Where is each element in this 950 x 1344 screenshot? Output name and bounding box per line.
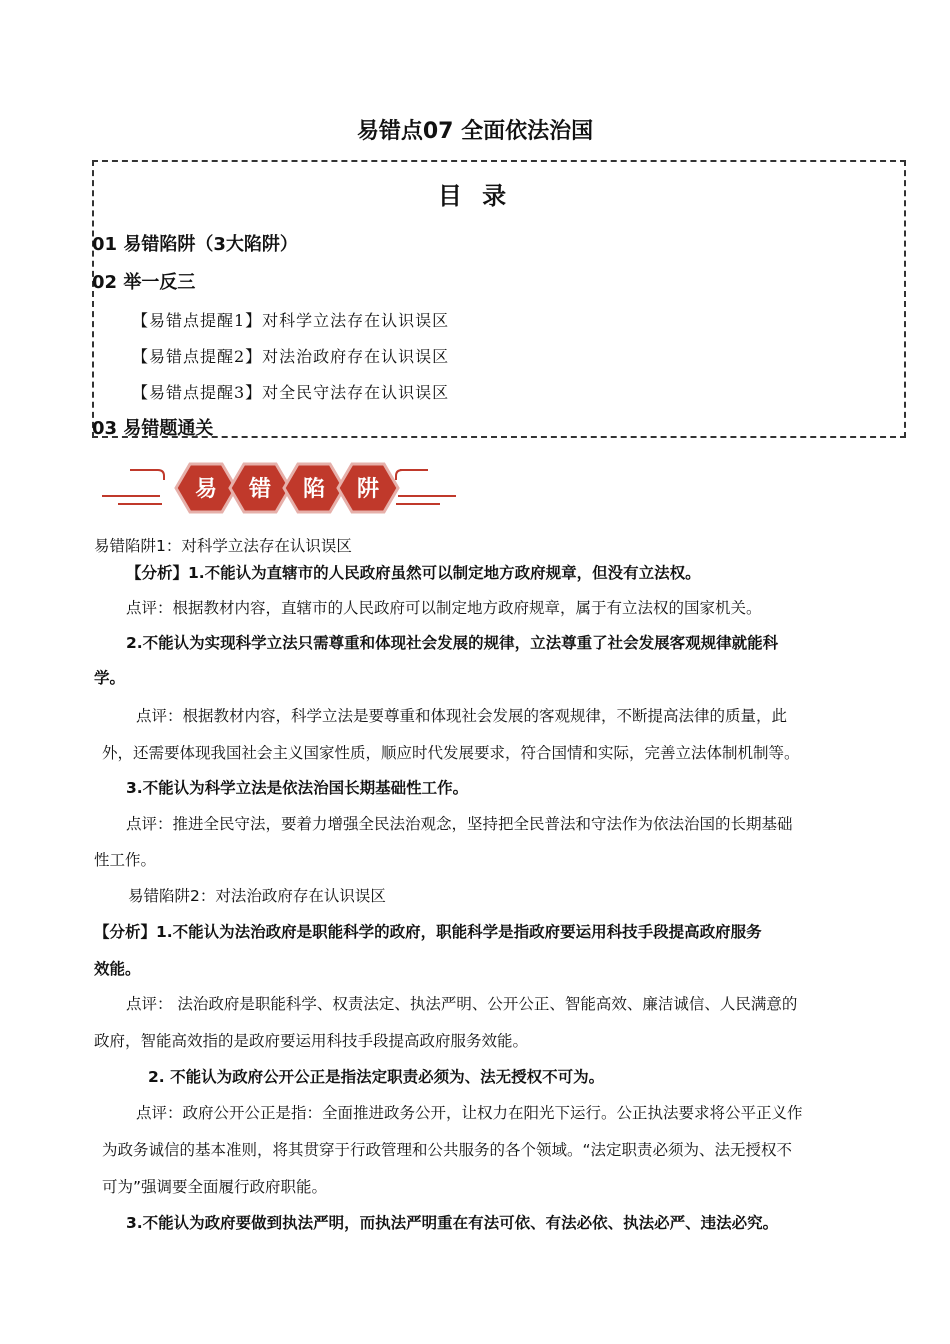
trap2-heading: 易错陷阱2：对法治政府存在认识误区 (128, 887, 386, 905)
trap1-heading: 易错陷阱1：对科学立法存在认识误区 (94, 537, 352, 555)
toc-section-2[interactable]: 02 举一反三 (92, 272, 196, 293)
toc-section-1[interactable]: 01 易错陷阱（3大陷阱） (92, 234, 298, 255)
trap2-analysis-3: 3.不能认为政府要做到执法严明，而执法严明重在有法可依、有法必依、执法必严、违法必究。 (126, 1214, 779, 1232)
trap2-comment-1-line1: 点评： 法治政府是职能科学、权责法定、执法严明、公开公正、智能高效、廉洁诚信、人民满意的 (126, 995, 798, 1013)
trap2-comment-2-line2: 为政务诚信的基本准则，将其贯穿于行政管理和公共服务的各个领域。“法定职责必须为、法无授权不 (102, 1141, 793, 1159)
banner-char-1: 易 (194, 477, 218, 502)
trap1-comment-3-line2: 性工作。 (94, 851, 157, 869)
trap1-analysis-3: 3.不能认为科学立法是依法治国长期基础性工作。 (126, 779, 469, 797)
trap2-comment-2-line3: 可为”强调要全面履行政府职能。 (102, 1178, 328, 1196)
trap2-analysis-1-line2: 效能。 (94, 960, 141, 978)
toc-section-3[interactable]: 03 易错题通关 (92, 418, 214, 439)
trap1-analysis-2-line2: 学。 (94, 669, 126, 687)
page-title: 易错点07 全面依法治国 (356, 119, 594, 144)
toc-item-2[interactable]: 【易错点提醒2】对法治政府存在认识误区 (132, 347, 450, 366)
banner-char-2: 错 (248, 477, 272, 502)
trap1-analysis-1: 【分析】1.不能认为直辖市的人民政府虽然可以制定地方政府规章，但没有立法权。 (126, 564, 701, 582)
trap2-analysis-2: 2. 不能认为政府公开公正是指法定职责必须为、法无授权不可为。 (148, 1068, 605, 1086)
section-banner (100, 456, 460, 520)
trap1-analysis-2-line1: 2.不能认为实现科学立法只需尊重和体现社会发展的规律，立法尊重了社会发展客观规律就能科 (126, 634, 779, 652)
trap1-comment-2-line2: 外，还需要体现我国社会主义国家性质，顺应时代发展要求，符合国情和实际，完善立法体制机制等。 (102, 744, 800, 762)
banner-char-4: 阱 (356, 477, 380, 502)
trap2-comment-1-line2: 政府，智能高效指的是政府要运用科技手段提高政府服务效能。 (94, 1032, 529, 1050)
trap1-comment-1: 点评：根据教材内容，直辖市的人民政府可以制定地方政府规章，属于有立法权的国家机关。 (126, 599, 762, 617)
trap1-comment-2-line1: 点评：根据教材内容，科学立法是要尊重和体现社会发展的客观规律，不断提高法律的质量，此 (136, 707, 788, 725)
toc-item-1[interactable]: 【易错点提醒1】对科学立法存在认识误区 (132, 311, 450, 330)
trap1-comment-3-line1: 点评：推进全民守法，要着力增强全民法治观念，坚持把全民普法和守法作为依法治国的长期基础 (126, 815, 793, 833)
banner-char-3: 陷 (302, 477, 326, 502)
trap2-analysis-1-line1: 【分析】1.不能认为法治政府是职能科学的政府，职能科学是指政府要运用科技手段提高政府服务 (94, 923, 762, 941)
toc-item-3[interactable]: 【易错点提醒3】对全民守法存在认识误区 (132, 383, 450, 402)
trap2-comment-2-line1: 点评：政府公开公正是指：全面推进政务公开，让权力在阳光下运行。公正执法要求将公平正义作 (136, 1104, 803, 1122)
toc-heading: 目 录 (437, 182, 513, 210)
